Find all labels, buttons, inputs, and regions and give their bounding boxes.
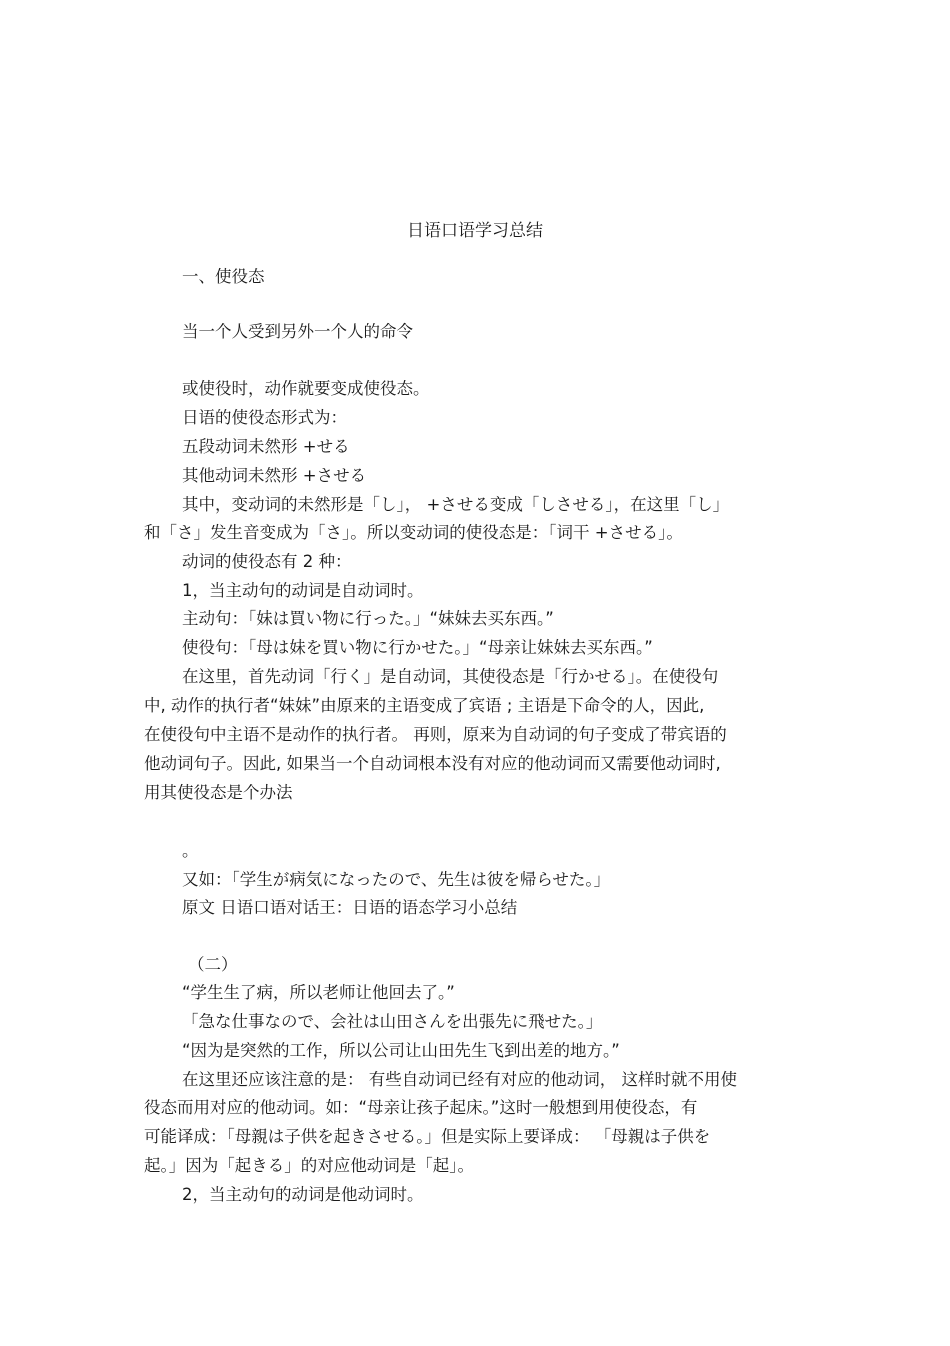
paragraph-line: 在使役句中主语不是动作的执行者。 再则，原来为自动词的句子变成了带宾语的 [144,725,727,744]
paragraph-line: 在这里还应该注意的是： 有些自动词已经有对应的他动词， 这样时就不用使 [182,1070,737,1089]
paragraph-line: 他动词句子。因此, 如果当一个自动词根本没有对应的他动词而又需要他动词时, [144,754,721,773]
section-heading: （二） [188,955,238,974]
paragraph-line: 中, 动作的执行者“妹妹”由原来的主语变成了宾语 ; 主语是下命令的人，因此, [144,696,705,715]
paragraph-line: 或使役时，动作就要变成使役态。 [182,379,430,398]
paragraph-line: 其中，变动词的未然形是「し」， +させる变成「しさせる」，在这里「し」 [182,495,730,514]
paragraph-line: 又如：「学生が病気になったので、先生は彼を帰らせた。」 [182,870,611,889]
document-title: 日语口语学习总结 [407,221,543,241]
paragraph-line: 。 [182,841,199,860]
paragraph-line: 在这里，首先动词「行く」是自动词，其使役态是「行かせる」。在使役句 [182,667,719,686]
paragraph-line: 「急な仕事なので、会社は山田さんを出張先に飛せた。」 [182,1012,603,1031]
paragraph-line: 和「さ」发生音变成为「さ」。所以变动词的使役态是：「词干 +させる」。 [144,523,683,542]
paragraph-line: 日语的使役态形式为： [182,408,347,427]
paragraph-line: 使役句：「母は妹を買い物に行かせた。」“母亲让妹妹去买东西。” [182,638,653,657]
paragraph-line: 当一个人受到另外一个人的命令 [182,322,413,341]
paragraph-line: 起。」因为「起きる」的对应他动词是「起」。 [144,1156,474,1175]
paragraph-line: “因为是突然的工作，所以公司让山田先生飞到出差的地方。” [182,1041,620,1060]
paragraph-line: 动词的使役态有 2 种： [182,552,352,571]
paragraph-line: “学生生了病，所以老师让他回去了。” [182,983,455,1002]
paragraph-line: 用其使役态是个办法 [144,783,293,802]
paragraph-line: 役态而用对应的他动词。如：“母亲让孩子起床。”这时一般想到用使役态，有 [144,1098,698,1117]
paragraph-line: 其他动词未然形 +させる [182,466,367,485]
section-heading: 一、使役态 [182,267,265,286]
source-line: 原文 日语口语对话王：日语的语态学习小总结 [182,898,518,917]
paragraph-line: 可能译成：「母親は子供を起きさせる。」但是实际上要译成： 「母親は子供を [144,1127,711,1146]
paragraph-line: 2，当主动句的动词是他动词时。 [182,1185,424,1204]
paragraph-line: 主动句：「妹は買い物に行った。」“妹妹去买东西。” [182,609,554,628]
paragraph-line: 五段动词未然形 +せる [182,437,350,456]
paragraph-line: 1，当主动句的动词是自动词时。 [182,581,424,600]
